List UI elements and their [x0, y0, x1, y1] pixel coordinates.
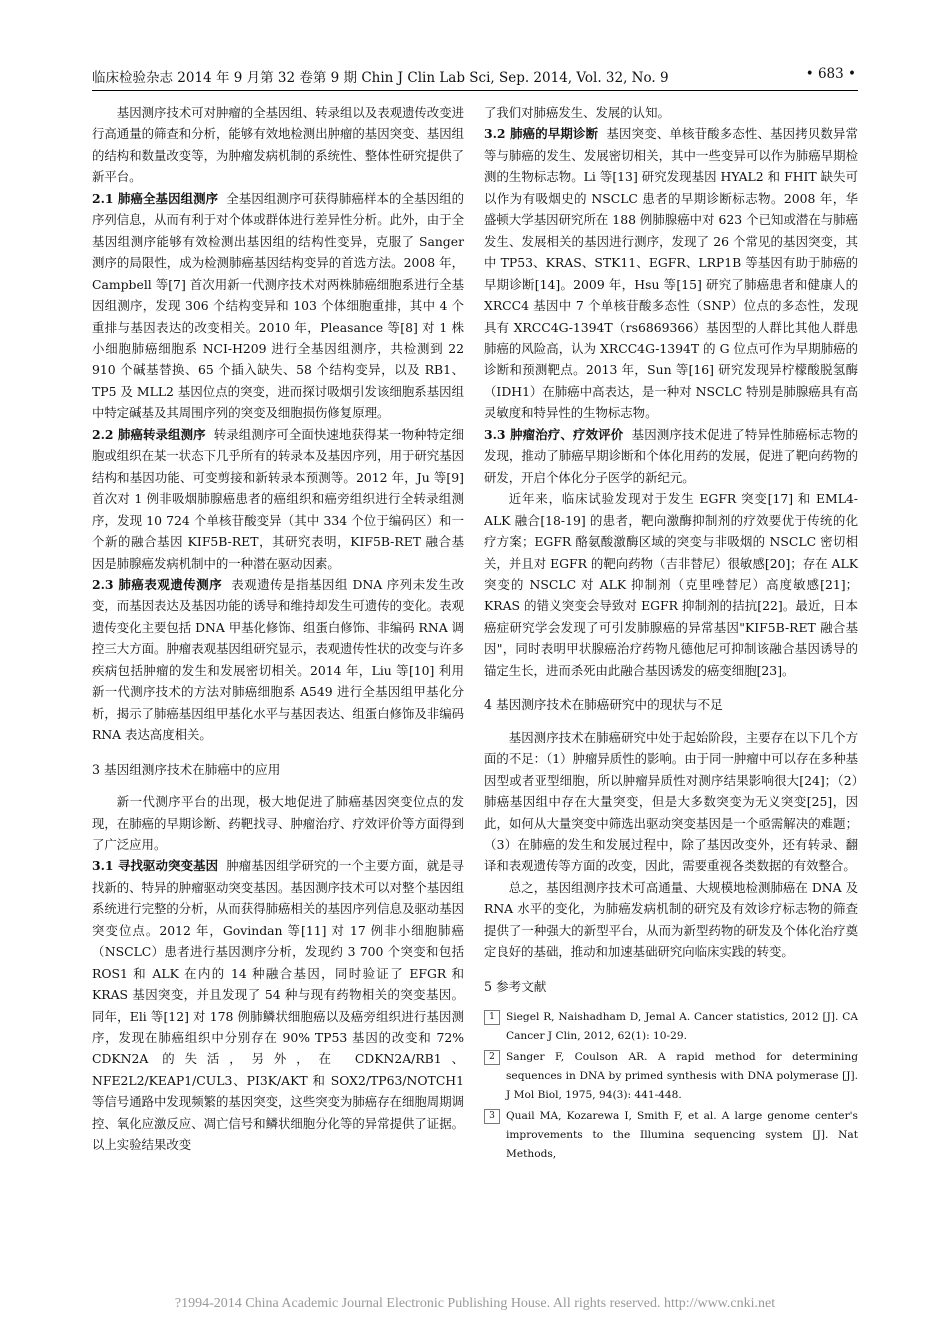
section-3-1 — [92, 855, 464, 1155]
reference-number: 2 — [484, 1050, 500, 1065]
section-2-3-heading: 2.3 肺癌表观遗传测序 — [92, 576, 223, 592]
reference-number: 3 — [484, 1109, 500, 1124]
section-3-3-paragraph-2: 近年来，临床试验发现对于发生 EGFR 突变[17] 和 EML4-ALK 融合[18-19] 的患者，靶向激酶抑制剂的疗效要优于传统的化疗方案；EGFR 酪氨酸激酶区域的突变与非吸烟的 NSCLC 密切相关，并且对 EGFR 的靶向药物（吉非替尼）很敏感[20]；存在 ALK 突变的 NSCLC 对 ALK 抑制剂（克里唑替尼）高度敏感[21]；KRAS 的错义突变会导致对 EGFR 抑制剂的拮抗[22]。最近，日本癌症研究学会发现了可引发肺腺癌的异常基因"KIF5B-RET 融合基因"，同时表明甲状腺癌治疗药物凡德他尼可抑制该融合基因诱导的锚定生长，进而杀死由此融合基因诱发的癌变细胞[23]。 — [484, 491, 858, 678]
reference-number: 1 — [484, 1010, 500, 1025]
right-column — [484, 102, 858, 1166]
reference-item — [484, 1107, 858, 1164]
section-3-1-heading: 3.1 寻找驱动突变基因 — [92, 858, 219, 874]
intro-paragraph: 基因测序技术可对肿瘤的全基因组、转录组以及表观遗传改变进行高通量的筛查和分析，能够有效地检测出肿瘤的基因突变、基因组的结构和数量改变等，为肿瘤发病机制的系统性、整体性研究提供了新平台。 — [92, 105, 464, 185]
section-2-2-text: 转录组测序可全面快速地获得某一物种特定细胞或组织在某一状态下几乎所有的转录本及基因序列，用于研究基因结构和基因功能、可变剪接和新转录本预测等。2012 年，Ju 等[9] 首次对 1 例非吸烟肺腺癌患者的癌组织和癌旁组织进行全转录组测序，发现 10 724 个单核苷酸变异（其中 334 个位于编码区）和一个新的融合基因 KIF5B-RET，其研究表明，KIF5B-RET 融合基因是肺腺癌发病机制中的一种潜在驱动因素。 — [92, 426, 464, 571]
running-header — [92, 62, 858, 91]
page-number: • 683 • — [805, 66, 856, 82]
section-3-3-text: 基因测序技术促进了特异性肺癌标志物的发现，推动了肺癌早期诊断和个体化用药的发展，促进了靶向药物的研发，开启个体化分子医学的新纪元。 — [484, 426, 859, 485]
section-3-heading: 3 基因组测序技术在肺癌中的应用 — [92, 761, 281, 777]
section-3-2-text: 基因突变、单核苷酸多态性、基因拷贝数异常等与肺癌的发生、发展密切相关，其中一些变异可以作为肺癌早期检测的生物标志物。Li 等[13] 研究发现基因 HYAL2 和 FHIT 缺失可以作为有吸烟史的 NSCLC 患者的早期诊断标志物。2008 年，华盛顿大学基因研究所在 188 例肺腺癌中对 623 个已知或潜在与肺癌发生、发展相关的基因进行测序，发现了 26 个常见的基因突变，其中 TP53、KRAS、STK11、EGFR、LRP1B 等基因有助于肺癌的早期诊断[14]。2009 年，Hsu 等[15] 研究了肺癌患者和健康人的 XRCC4 基因中 7 个单核苷酸多态性（SNP）位点的多态性，发现具有 XRCC4G-1394T（rs6869366）基因型的人群比其他人群患肺癌的风险高，认为 XRCC4G-1394T 的 G 位点可作为早期肺癌的诊断和预测靶点。2013 年，Sun 等[16] 研究发现异柠檬酸脱氢酶（IDH1）在肺癌中高表达，是一种对 NSCLC 特别是肺腺癌具有高灵敏度和特异性的生物标志物。 — [484, 126, 859, 421]
section-2-2-heading: 2.2 肺癌转录组测序 — [92, 426, 206, 442]
copyright-footer: ?1994-2014 China Academic Journal Electronic Publishing House. All rights reserved. http://www.cnki.net — [174, 1296, 776, 1311]
journal-citation: 临床检验杂志 2014 年 9 月第 32 卷第 9 期 Chin J Clin Lab Sci, Sep. 2014, Vol. 32, No. 9 — [92, 70, 669, 86]
section-3-2-heading: 3.2 肺癌的早期诊断 — [484, 126, 599, 142]
section-3-3 — [484, 424, 858, 488]
reference-text: Sanger F, Coulson AR. A rapid method for determining sequences in DNA by primed synthesis with DNA polymerase [J]. J Mol Biol, 1975, 94(3): 441-448. — [506, 1051, 858, 1102]
section-3-2 — [484, 123, 858, 423]
section-2-3-text: 表观遗传是指基因组 DNA 序列未发生改变，而基因表达及基因功能的诱导和维持却发生可遗传的变化。表观遗传变化主要包括 DNA 甲基化修饰、组蛋白修饰、非编码 RNA 调控三大方面。肿瘤表观基因组研究显示，表观遗传性状的改变与许多疾病包括肿瘤的发生和发展密切相关。2014 年，Liu 等[10] 利用新一代测序技术的方法对肺癌细胞系 A549 进行全基因组甲基化分析，揭示了肺癌基因组甲基化水平与基因表达、组蛋白修饰及非编码 RNA 表达高度相关。 — [92, 576, 464, 743]
reference-item — [484, 1008, 858, 1046]
section-2-2 — [92, 424, 464, 574]
section-4-text: 基因测序技术在肺癌研究中处于起始阶段，主要存在以下几个方面的不足：（1）肿瘤异质性的影响。由于同一肿瘤中可以存在多种基因型或者亚型细胞，所以肿瘤异质性对测序结果影响很大[24]；（2）肺癌基因组中存在大量突变，但是大多数突变为无义突变[25]，因此，如何从大量突变中筛选出驱动突变基因是一个亟需解决的难题；（3）在肺癌的发生和发展过程中，除了基因改变外，还有转录、翻译和表观遗传等方面的改变，因此，需要重视各类数据的有效整合。 — [484, 729, 858, 874]
section-4-heading: 4 基因测序技术在肺癌研究中的现状与不足 — [484, 697, 723, 713]
reference-text: Siegel R, Naishadham D, Jemal A. Cancer statistics, 2012 [J]. CA Cancer J Clin, 2012, 62(1): 10-29. — [506, 1011, 858, 1043]
left-column — [92, 102, 464, 1156]
section-4-conclusion: 总之，基因组测序技术可高通量、大规模地检测肺癌在 DNA 及 RNA 水平的变化，为肺癌发病机制的研究及有效诊疗标志物的筛查提供了一种强大的新型平台，从而为新型药物的研发及个体化治疗奠定良好的基础，推动和加速基础研究向临床实践的转变。 — [484, 879, 858, 960]
section-3-text: 新一代测序平台的出现，极大地促进了肺癌基因突变位点的发现，在肺癌的早期诊断、药靶找寻、肿瘤治疗、疗效评价等方面得到了广泛应用。 — [92, 794, 464, 852]
reference-list — [484, 1008, 858, 1164]
section-2-1 — [92, 188, 464, 424]
section-2-1-text: 全基因组测序可获得肺癌样本的全基因组的序列信息，从而有利于对个体或群体进行差异性分析。此外，由于全基因组测序能够有效检测出基因组的结构性变异，克服了 Sanger 测序的局限性，成为检测肺癌基因结构变异的首选方法。2008 年，Campbell 等[7] 首次用新一代测序技术对两株肺癌细胞系进行全基因组测序，发现 306 个结构变异和 103 个体细胞重排，其中 4 个重排与基因表达的改变相关。2010 年，Pleasance 等[8] 对 1 株小细胞肺癌细胞系 NCI-H209 进行全基因组测序，共检测到 22 910 个碱基替换、65 个插入缺失、58 个结构变异，以及 RB1、TP5 及 MLL2 基因位点的突变，进而探讨吸烟引发该细胞系基因组中特定碱基及其周围序列的突变及细胞损伤修复原理。 — [92, 190, 464, 421]
continuation-text: 了我们对肺癌发生、发展的认知。 — [484, 105, 670, 120]
reference-item — [484, 1048, 858, 1105]
references-heading: 5 参考文献 — [484, 978, 547, 994]
section-2-1-heading: 2.1 肺癌全基因组测序 — [92, 190, 219, 206]
section-2-3 — [92, 574, 464, 746]
section-3-3-heading: 3.3 肿瘤治疗、疗效评价 — [484, 426, 624, 442]
reference-text: Quail MA, Kozarewa I, Smith F, et al. A large genome center's improvements to the Illumina sequencing system [J]. Nat Methods, — [506, 1110, 858, 1161]
section-3-1-text: 肿瘤基因组学研究的一个主要方面，就是寻找新的、特异的肿瘤驱动突变基因。基因测序技术可以对整个基因组系统进行完整的分析，从而获得肺癌相关的基因序列信息及驱动基因突变位点。2012 年，Govindan 等[11] 对 17 例非小细胞肺癌（NSCLC）患者进行基因测序分析，发现约 3 700 个突变和包括 ROS1 和 ALK 在内的 14 种融合基因，同时验证了 EFGR 和 KRAS 基因突变，并且发现了 54 种与现有药物相关的突变基因。同年，Eli 等[12] 对 178 例肺鳞状细胞癌以及癌旁组织进行基因测序，发现在肺癌组织中分别存在 90% TP53 基因的改变和 72% CDKN2A 的失活，另外，在 CDKN2A/RB1、NFE2L2/KEAP1/CUL3、PI3K/AKT 和 SOX2/TP63/NOTCH1 等信号通路中发现频繁的基因突变，这些突变为肺癌存在细胞周期调控、氧化应激反应、凋亡信号和鳞状细胞分化等的异常提供了证据。以上实验结果改变 — [92, 858, 464, 1153]
